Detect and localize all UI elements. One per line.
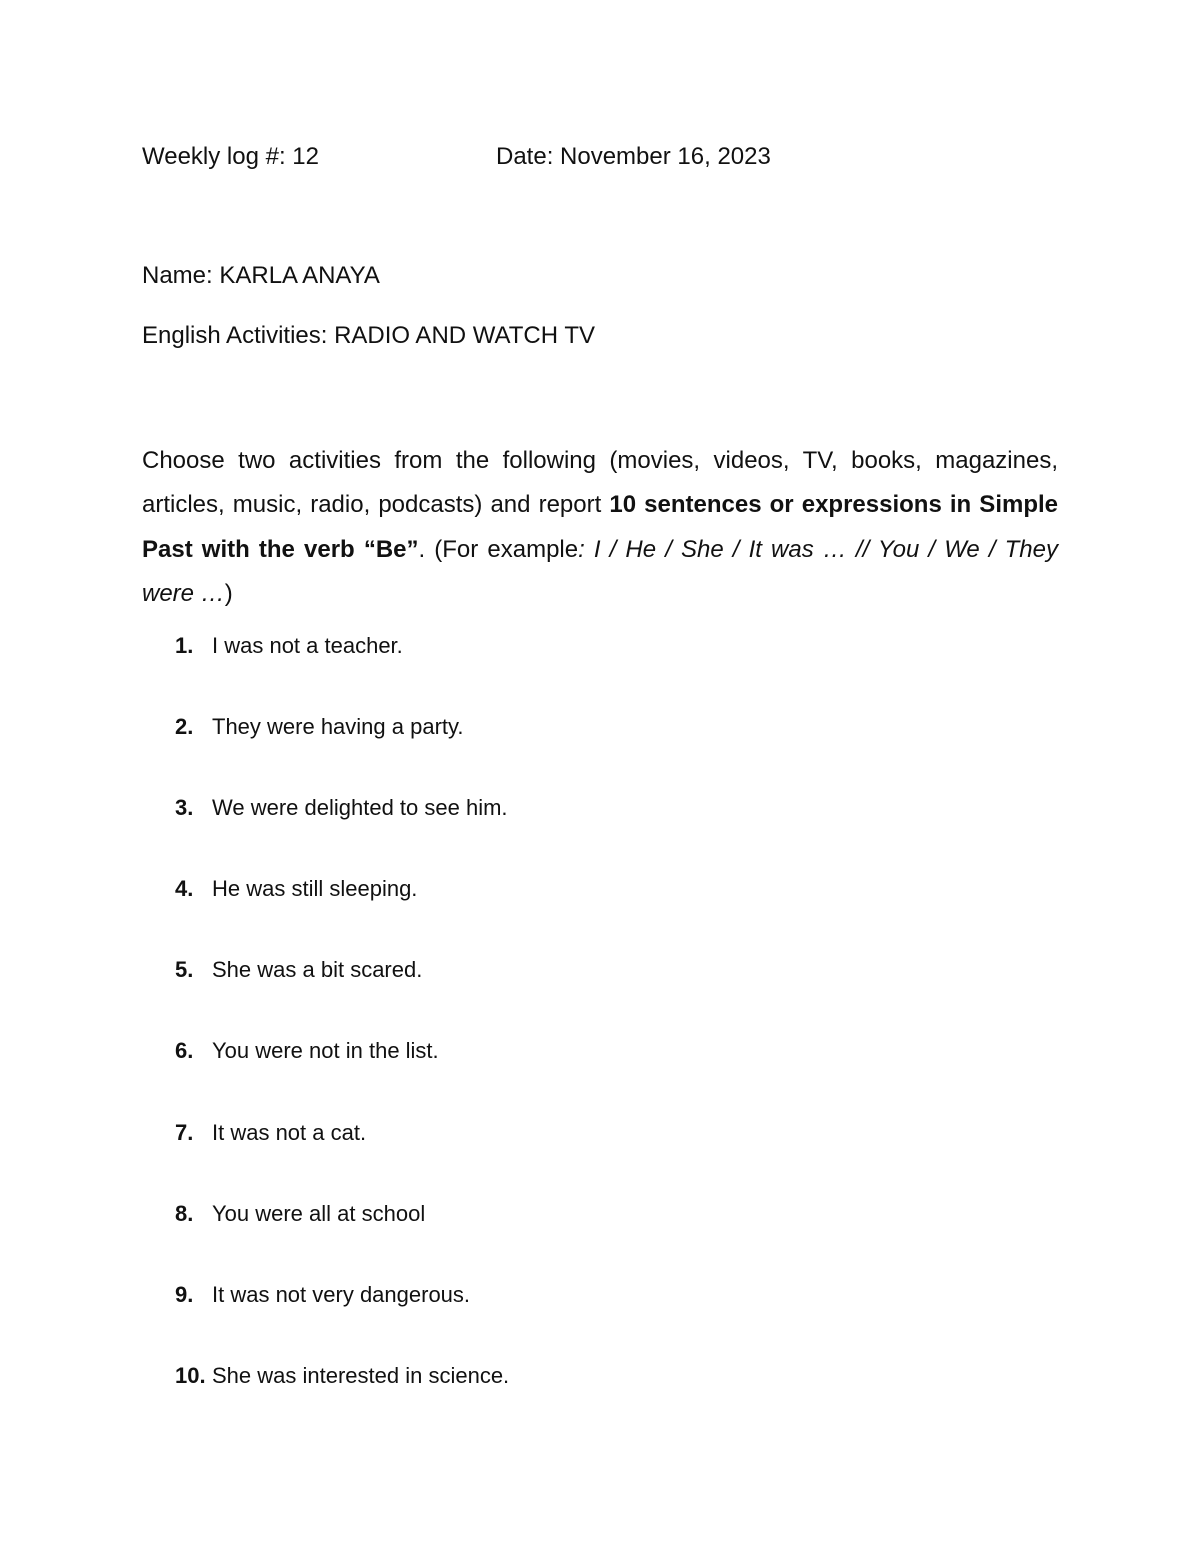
list-item-number: 4. <box>175 876 194 901</box>
list-item-text: They were having a party. <box>212 714 464 739</box>
list-item <box>175 794 508 822</box>
list-item <box>175 1281 470 1309</box>
english-activities: English Activities: RADIO AND WATCH TV <box>142 322 595 349</box>
list-item-number: 9. <box>175 1282 194 1307</box>
list-item-number: 6. <box>175 1038 194 1063</box>
weekly-log-label: Weekly log #: 12 <box>142 143 319 170</box>
list-item <box>175 1362 509 1390</box>
list-item-text: She was interested in science. <box>212 1363 510 1388</box>
list-item-number: 3. <box>175 795 194 820</box>
instructions-example: : I / He / She / It was … // You / We / They were … <box>142 535 1058 607</box>
list-item-text: I was not a teacher. <box>212 633 403 658</box>
list-item-number: 2. <box>175 714 194 739</box>
list-item <box>175 1037 439 1065</box>
list-item <box>175 632 403 660</box>
instructions-bold: 10 sentences or expressions in Simple Past with the verb “Be” <box>142 491 1058 563</box>
student-name: Name: KARLA ANAYA <box>142 262 380 289</box>
list-item-number: 10. <box>175 1363 206 1388</box>
instructions-text-3: ) <box>224 579 233 607</box>
list-item-text: She was a bit scared. <box>212 957 423 982</box>
list-item <box>175 1200 425 1228</box>
list-item-number: 1. <box>175 633 194 658</box>
list-item-text: You were all at school <box>212 1201 426 1226</box>
list-item-text: We were delighted to see him. <box>212 795 508 820</box>
list-item-text: It was not very dangerous. <box>212 1282 471 1307</box>
list-item-text: You were not in the list. <box>212 1038 439 1063</box>
instructions-text: Choose two activities from the following (movies, videos, TV, books, magazines, articles, music, radio, podcasts) and report <box>142 447 1058 519</box>
list-item-text: It was not a cat. <box>212 1120 367 1145</box>
list-item-number: 5. <box>175 957 194 982</box>
list-item <box>175 956 422 984</box>
date-label: Date: November 16, 2023 <box>496 143 771 170</box>
instructions-text-2: . (For example <box>418 535 579 563</box>
instructions-paragraph <box>142 439 1058 616</box>
list-item-number: 8. <box>175 1201 194 1226</box>
list-item-text: He was still sleeping. <box>212 876 418 901</box>
list-item-number: 7. <box>175 1120 194 1145</box>
list-item <box>175 1119 366 1147</box>
list-item <box>175 875 417 903</box>
list-item <box>175 713 464 741</box>
